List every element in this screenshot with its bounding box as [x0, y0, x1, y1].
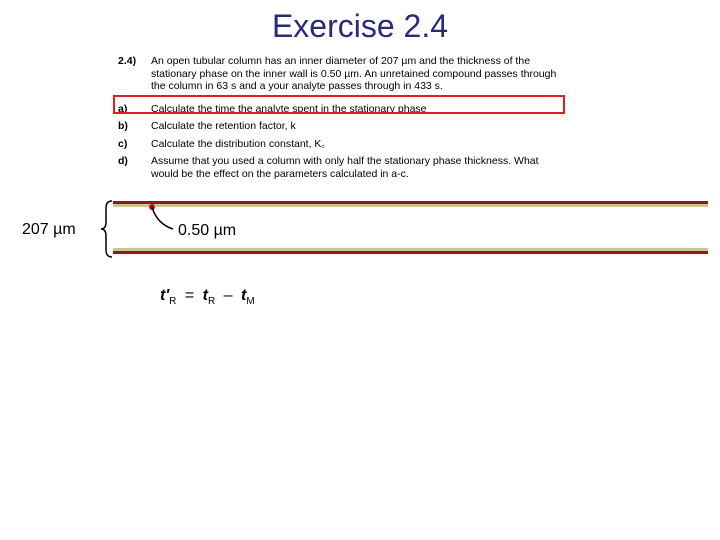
equation-equals: = [184, 287, 195, 304]
part-text: Assume that you used a column with only half the stationary phase thickness. What would be the effect on the parameters calculated in a-c. [151, 155, 539, 180]
brace-icon [100, 200, 114, 258]
problem-intro [118, 55, 568, 93]
problem-part-c [118, 138, 568, 151]
page-title: Exercise 2.4 [271, 8, 449, 44]
equation-t1-var: t [202, 287, 208, 304]
problem-intro-text: An open tubular column has an inner diameter of 207 µm and the thickness of the stationary phase on the inner wall is 0.50 µm. An unretained compound passes through the column in 63 s and a your analyte passes through in 433 s. [151, 55, 557, 92]
equation-t1-sub: R [207, 296, 216, 308]
part-letter: c) [118, 137, 128, 150]
problem-part-b [118, 120, 568, 133]
part-letter: d) [118, 155, 128, 167]
problem-number: 2.4) [118, 55, 137, 67]
part-text: Calculate the distribution constant, K꜀ [151, 137, 326, 150]
problem-part-d [118, 155, 568, 180]
column-wall-top [113, 201, 708, 204]
equation-t2-sub: M [246, 296, 255, 308]
stationary-phase-top [113, 204, 708, 207]
part-letter: a) [118, 102, 128, 115]
equation-t2-var: t [241, 287, 247, 304]
equation [160, 287, 255, 307]
part-text: Calculate the time the analyte spent in the stationary phase [151, 102, 427, 115]
part-letter: b) [118, 120, 128, 132]
equation-lhs-var: t' [160, 287, 170, 304]
equation-minus: – [223, 287, 233, 304]
part-text: Calculate the retention factor, k [151, 120, 296, 132]
thickness-label: 0.50 µm [178, 222, 237, 239]
column-wall-bottom [113, 251, 708, 254]
equation-lhs-sub: R [169, 296, 177, 308]
diameter-label: 207 µm [22, 221, 76, 238]
problem-statement [118, 55, 568, 185]
highlight-box-part-a [113, 95, 565, 114]
pointer-line [152, 207, 173, 229]
stationary-phase-bottom [113, 248, 708, 251]
